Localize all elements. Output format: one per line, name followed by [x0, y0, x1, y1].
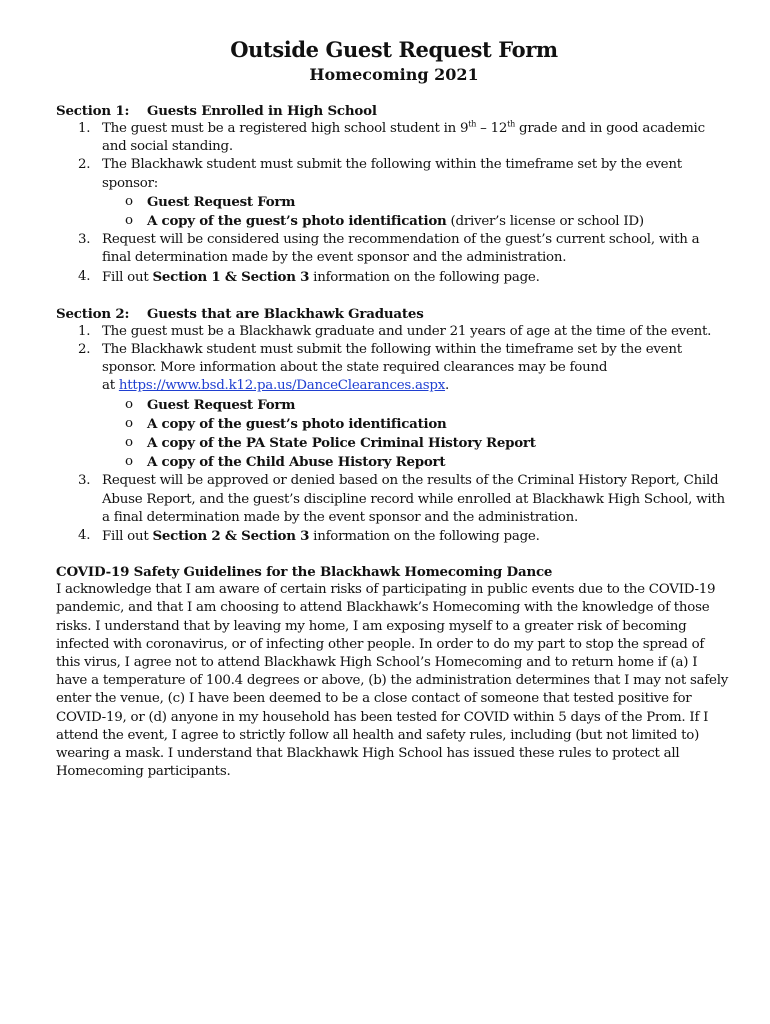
section-2 [56, 305, 732, 546]
covid-heading: COVID-19 Safety Guidelines for the Blackhawk Homecoming Dance [56, 564, 553, 581]
list-item: 1. The guest must be a registered high school student in 9th – 12th grade and in good academic and social standing. [78, 119, 705, 155]
sub-list-item: o A copy of the Child Abuse History Report [125, 454, 446, 471]
covid-body: I acknowledge that I am aware of certain risks of participating in public events due to the COVID-19 pandemic, and that I am choosing to attend Blackhawk’s Homecoming with the knowledge of those risks. I understand that by leaving my home, I am exposing myself to a greater risk of becoming infected with coronavirus, or of infecting other people. In order to do my part to stop the spread of this virus, I agree not to attend Blackhawk High School’s Homecoming and to return home if (a) I have a temperature of 100.4 degrees or above, (b) the administration determines that I may not safely enter the venue, (c) I have been deemed to be a close contact of someone that tested positive for COVID-19, or (d) anyone in my household has been tested for COVID within 5 days of the Prom. If I attend the event, I agree to strictly follow all health and safety rules, including (but not limited to) wearing a mask. I understand that Blackhawk High School has issued these rules to protect all Homecoming participants. [56, 582, 729, 780]
dance-clearances-link[interactable]: https://www.bsd.k12.pa.us/DanceClearances.aspx [118, 378, 446, 394]
sub-list [102, 396, 732, 473]
sub-list-item: o A copy of the guest’s photo identification [125, 415, 447, 432]
sub-list-item: o A copy of the PA State Police Criminal History Report [125, 435, 536, 452]
sub-list-item: o Guest Request Form [125, 193, 296, 210]
section-1-list [56, 120, 732, 287]
section-1-header [56, 102, 732, 120]
list-item: 2. The Blackhawk student must submit the following within the timeframe set by the event sponsor. More information about the state required clearances may be found at https://www.bsd.k12.pa.us/DanceClearances.aspx. o Guest Request Form o A copy of the guest’s photo identification o A copy of the PA State Police Criminal History Report o A copy of the Child Abuse History Report [102, 341, 732, 472]
section-2-header [56, 305, 732, 323]
page-title: Outside Guest Request Form [230, 37, 558, 62]
section-2-heading: Guests that are Blackhawk Graduates [147, 305, 424, 322]
list-item: 2. The Blackhawk student must submit the following within the timeframe set by the event sponsor: o Guest Request Form o A copy of the guest’s photo identification (driver’s license or school ID) [102, 156, 732, 231]
list-item: 3. Request will be considered using the recommendation of the guest’s current school, with a final determination made by the event sponsor and the administration. [78, 232, 700, 266]
page-subtitle: Homecoming 2021 [309, 65, 479, 84]
sub-list-item: o A copy of the guest’s photo identification (driver’s license or school ID) [125, 213, 644, 230]
covid-section [56, 563, 732, 781]
list-item: 3. Request will be approved or denied based on the results of the Criminal History Report, Child Abuse Report, and the guest’s discipline record while enrolled at Blackhawk High School, with a final determination made by the event sponsor and the administration. [78, 473, 725, 525]
bullet-icon: o [125, 213, 133, 229]
bullet-icon: o [125, 435, 133, 451]
section-1 [56, 102, 732, 287]
sub-list-item: o Guest Request Form [125, 396, 296, 413]
section-1-number: Section 1: [56, 103, 130, 119]
list-item: 1. The guest must be a Blackhawk graduate and under 21 years of age at the time of the event. [78, 323, 712, 339]
sub-list [102, 193, 732, 231]
bullet-icon: o [125, 454, 133, 470]
list-item: 4. Fill out Section 1 & Section 3 information on the following page. [78, 268, 540, 285]
section-2-number: Section 2: [56, 305, 130, 322]
bullet-icon: o [125, 193, 133, 209]
bullet-icon: o [125, 396, 133, 412]
section-1-heading: Guests Enrolled in High School [147, 103, 377, 119]
list-item: 4. Fill out Section 2 & Section 3 information on the following page. [78, 528, 540, 545]
section-2-list [56, 323, 732, 546]
bullet-icon: o [125, 415, 133, 431]
